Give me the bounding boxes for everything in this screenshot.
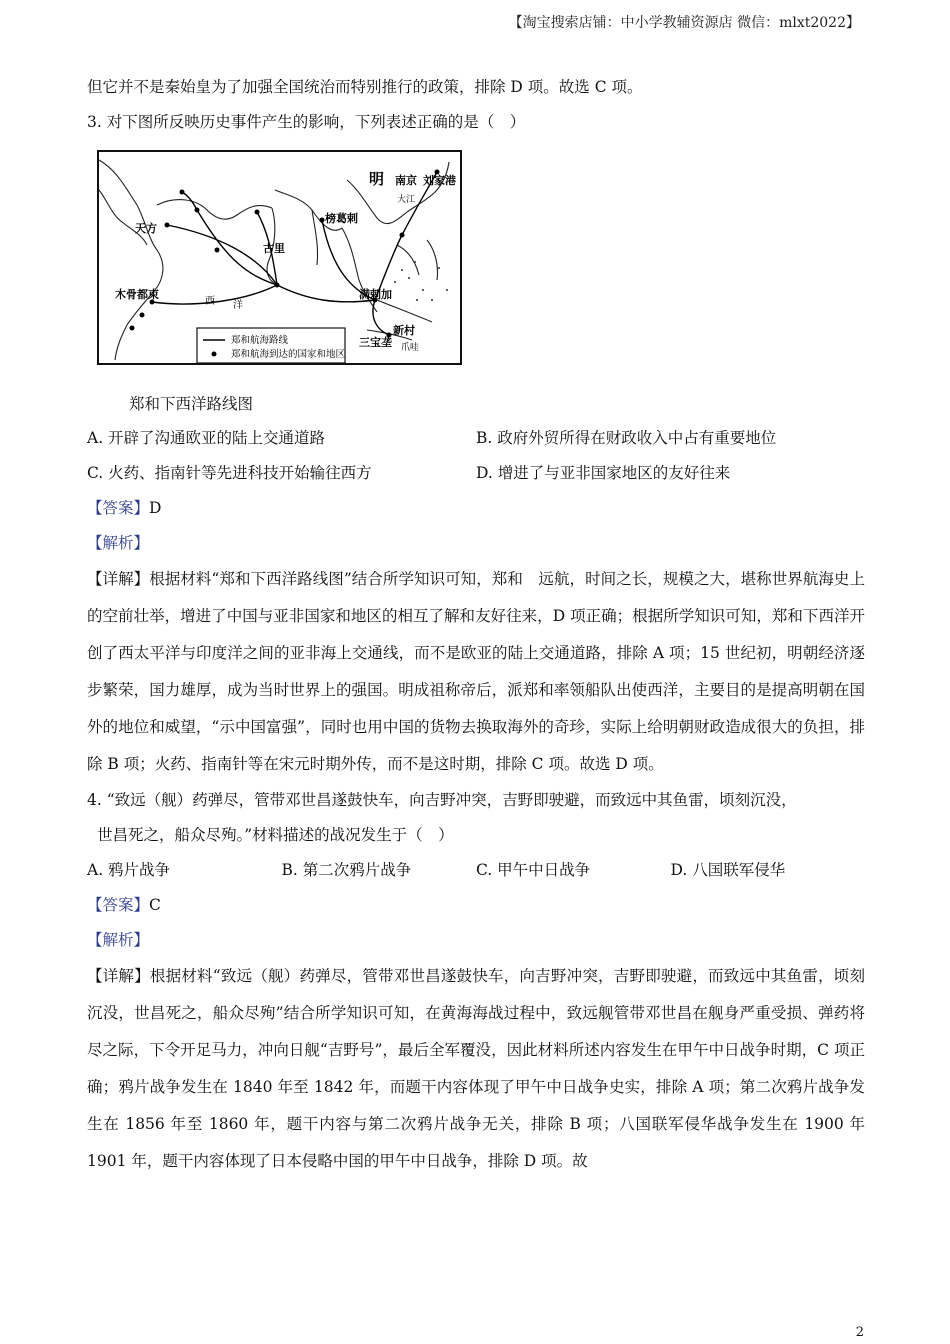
q4-detail bbox=[87, 958, 865, 1180]
q3-options-row-1 bbox=[87, 421, 865, 456]
map-label-xincun: 新村 bbox=[393, 324, 415, 337]
legend-place-label: 郑和航海到达的国家和地区 bbox=[231, 349, 346, 360]
zhenghe-route-map bbox=[97, 150, 462, 365]
q3-option-b: B. 政府外贸所得在财政收入中占有重要地位 bbox=[476, 429, 777, 447]
q3-option-d: D. 增进了与亚非国家地区的友好往来 bbox=[476, 464, 731, 482]
map-label-liujiagang: 刘家港 bbox=[423, 174, 456, 187]
q3-answer-tag: 【答案】 bbox=[87, 499, 150, 517]
q3-stem: 3. 对下图所反映历史事件产生的影响，下列表述正确的是（ ） bbox=[87, 113, 526, 131]
q3-options-row-2 bbox=[87, 456, 865, 491]
previous-answer-tail: 但它并不是秦始皇为了加强全国统治而特别推行的政策，排除 D 项。故选 C 项。 bbox=[87, 78, 643, 96]
q3-analysis bbox=[87, 526, 865, 561]
map-legend bbox=[197, 328, 346, 363]
legend-route-label: 郑和航海路线 bbox=[231, 335, 289, 346]
q4-option-b: B. 第二次鸦片战争 bbox=[281, 861, 412, 879]
map-label-yang: 洋 bbox=[233, 300, 243, 311]
q3-option-a: A. 开辟了沟通欧亚的陆上交通道路 bbox=[87, 429, 326, 447]
map-label-ming: 明 bbox=[369, 170, 385, 188]
map-caption: 郑和下西洋路线图 bbox=[129, 395, 254, 413]
map-label-guli: 古里 bbox=[263, 242, 285, 255]
map-label-nanjing: 南京 bbox=[395, 174, 417, 187]
q4-answer-tag: 【答案】 bbox=[87, 896, 150, 914]
page-content bbox=[87, 70, 865, 1180]
q4-detail-tag: 【详解】 bbox=[87, 967, 150, 985]
q3-option-c: C. 火药、指南针等先进科技开始输往西方 bbox=[87, 464, 372, 482]
map-label-tianfang: 天方 bbox=[135, 222, 157, 235]
q4-answer bbox=[87, 888, 865, 923]
q3-detail-tag: 【详解】 bbox=[87, 570, 150, 588]
q4-options-row bbox=[87, 853, 865, 888]
q3-detail bbox=[87, 561, 865, 783]
q3-answer bbox=[87, 491, 865, 526]
q4-analysis bbox=[87, 923, 865, 958]
map-label-sanbaolong: 三宝垄 bbox=[359, 336, 392, 349]
q4-option-d: D. 八国联军侵华 bbox=[670, 861, 786, 879]
map-label-java: 爪哇 bbox=[401, 343, 420, 353]
q4-option-c: C. 甲午中日战争 bbox=[476, 861, 591, 879]
q4-detail-text: 根据材料“致远（舰）药弹尽，管带邓世昌遂鼓快车，向吉野冲突，吉野即驶避，而致远中其鱼雷，顷刻沉没，世昌死之，船众尽殉”结合所学知识可知，在黄海海战过程中，致远舰管带邓世昌在舰身严重受损、弹药将尽之际，下令开足马力，冲向日舰“吉野号”，最后全军覆没，因此材料所述内容发生在甲午中日战争时期，C 项正确；鸦片战争发生在 1840 年至 1842 年，而题干内容体现了甲午中日战争史实，排除 A 项；第二次鸦片战争发生在 1856 年至 1860 年，题干内容与第二次鸦片战争无关，排除 B 项；八国联军侵华战争发生在 1900 年 1901 年，题干内容体现了日本侵略中国的甲午中日战争，排除 D 项。故 bbox=[87, 967, 865, 1170]
q3-answer-value: D bbox=[149, 499, 162, 517]
q3-analysis-tag: 【解析】 bbox=[87, 534, 150, 552]
q3-detail-text: 根据材料“郑和下西洋路线图”结合所学知识可知，郑和 远航，时间之长，规模之大，堪称世界航海史上的空前壮举，增进了中国与亚非国家和地区的相互了解和友好往来，D 项正确；根据所学知识可知，郑和下西洋开创了西太平洋与印度洋之间的亚非海上交通线，而不是欧亚的陆上交通道路，排除 A 项；15 世纪初，明朝经济逐步繁荣，国力雄厚，成为当时世界上的强国。明成祖称帝后，派郑和率领船队出使西洋，主要目的是提高明朝在国外的地位和威望，“示中国富强”，同时也用中国的货物去换取海外的奇珍，实际上给明朝财政造成很大的负担，排除 B 项；火药、指南针等在宋元时期外传，而不是这时期，排除 C 项。故选 D 项。 bbox=[87, 570, 865, 773]
q4-answer-value: C bbox=[149, 896, 161, 914]
map-label-banggela: 榜葛剌 bbox=[325, 212, 358, 225]
q4-analysis-tag: 【解析】 bbox=[87, 931, 150, 949]
q4-option-a: A. 鸦片战争 bbox=[87, 861, 171, 879]
q4-stem-line2: 世昌死之，船众尽殉。”材料描述的战况发生于（ ） bbox=[97, 826, 454, 844]
page-number: 2 bbox=[855, 1325, 864, 1340]
map-label-dajiang: 大江 bbox=[397, 195, 416, 205]
map-label-mugudushu: 木骨都束 bbox=[115, 288, 159, 301]
q4-stem-line1: 4. “致远（舰）药弹尽，管带邓世昌遂鼓快车，向吉野冲突，吉野即驶避，而致远中其鱼雷，顷刻沉没， bbox=[87, 791, 797, 809]
header-note: 【淘宝搜索店铺：中小学教辅资源店 微信：mlxt2022】 bbox=[508, 15, 860, 31]
map-label-xi: 西 bbox=[205, 296, 215, 307]
map-label-manlajia: 满剌加 bbox=[359, 288, 392, 301]
